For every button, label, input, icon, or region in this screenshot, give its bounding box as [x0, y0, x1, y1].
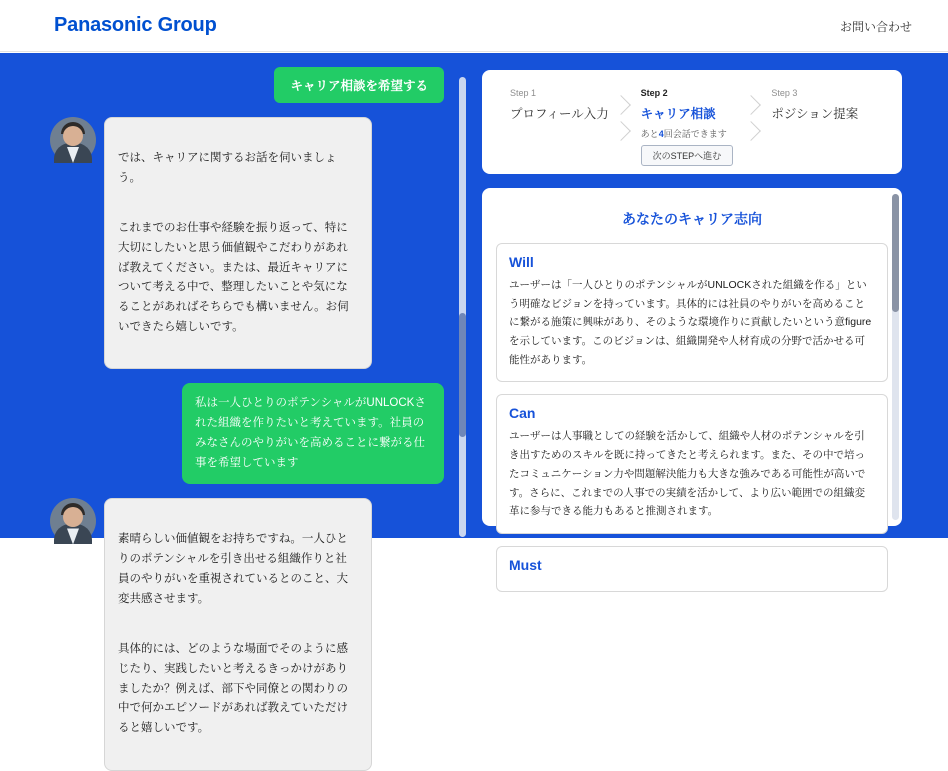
- avatar: [50, 117, 96, 163]
- step-number: Step 1: [510, 88, 537, 98]
- step-sub-count: 4: [658, 129, 664, 139]
- chat-message-bot-2: [50, 498, 444, 770]
- card-title: あなたのキャリア志向: [622, 211, 762, 227]
- chat-bubble-bot: [104, 117, 372, 369]
- step-sub-prefix: あと: [640, 129, 659, 139]
- section-can: [496, 394, 888, 533]
- chat-request-row: [50, 67, 444, 103]
- chat-text: これまでのお仕事や経験を振り返って、特に大切にしたいと思う価値観やこだわりがあれば教えてください。または、最近キャリアについて考える中で、整理したいことや気になることがあればそちらでも構いません。お伺いできたら嬉しいです。: [118, 222, 349, 333]
- chat-message-list[interactable]: [36, 57, 456, 735]
- aspiration-scrollbar-thumb[interactable]: [892, 194, 899, 312]
- step-chevron-icon: [744, 84, 758, 160]
- chat-message-user-1: [50, 383, 444, 484]
- section-will: [496, 243, 888, 382]
- next-step-button[interactable]: 次のSTEPへ進む: [641, 145, 734, 166]
- site-header: [0, 0, 948, 52]
- chat-panel: [36, 57, 470, 735]
- step-2[interactable]: [627, 84, 758, 160]
- step-1[interactable]: [496, 84, 627, 160]
- step-title: キャリア相談: [640, 107, 716, 121]
- section-must: [496, 546, 888, 592]
- career-consult-request-button[interactable]: キャリア相談を希望する: [274, 67, 444, 103]
- step-number: Step 3: [771, 88, 798, 98]
- chat-scrollbar[interactable]: [459, 77, 466, 537]
- avatar: [50, 498, 96, 544]
- step-3[interactable]: [757, 84, 888, 160]
- step-title: ポジション提案: [771, 107, 859, 121]
- contact-link[interactable]: お問い合わせ: [839, 20, 912, 34]
- brand-logo[interactable]: Panasonic Group: [54, 14, 217, 36]
- step-number: Step 2: [640, 88, 668, 98]
- steps-card: [482, 70, 902, 174]
- chat-bubble-user: 私は一人ひとりのポテンシャルがUNLOCKされた組織を作りたいと考えています。社員のみなさんのやりがいを高めることに繋がる仕事を希望しています: [182, 383, 444, 484]
- career-aspiration-card: [482, 188, 902, 573]
- chat-text: 素晴らしい価値観をお持ちですね。一人ひとりのポテンシャルを引き出せる組織作りと社員のやりがいを重視されているとのこと、大変共感させます。: [118, 533, 348, 605]
- step-sub-suffix: 回会話できます: [663, 129, 727, 139]
- section-body: ユーザーは人事職としての経験を活かして、組織や人材のポテンシャルを引き出すためのスキルを既に持ってきたと考えられます。また、その中で培ったコミュニケーション力や問題解決能力も大きな強みである可能性が高いです。さらに、これまでの人事での実績を活かして、より広い範囲での組織変革に参与できる能力もあると推測されます。: [509, 430, 866, 518]
- chat-scrollbar-thumb[interactable]: [459, 313, 466, 437]
- section-label: Must: [509, 556, 542, 573]
- chat-message-bot-1: [50, 117, 444, 369]
- step-chevron-icon: [614, 84, 628, 160]
- section-label: Can: [509, 405, 536, 422]
- chat-bubble-bot: [104, 498, 372, 770]
- step-remaining-count: [641, 127, 758, 140]
- step-title: プロフィール入力: [510, 107, 609, 121]
- section-label: Will: [509, 254, 534, 270]
- section-body: ユーザーは「一人ひとりのポテンシャルがUNLOCKされた組織を作る」という明確なビジョンを持っています。具体的には社員のやりがいを高めることに繋がる施策に興味があり、そのような環境作りに貢献したいという意figure を示しています。このビジョンは、組織開発や人材育成の分野で活かせる可能性があります。: [509, 279, 872, 366]
- right-column: [482, 70, 902, 573]
- chat-text: 具体的には、どのような場面でそのように感じたり、実践したいと考えるきっかけがありましたか？例えば、部下や同僚との関わりの中で何かエピソードがあれば教えていただけると嬉しいです。: [118, 643, 348, 735]
- aspiration-scrollbar[interactable]: [892, 194, 899, 520]
- chat-text: では、キャリアに関するお話を伺いましょう。: [118, 151, 337, 184]
- steps-list: [496, 84, 888, 160]
